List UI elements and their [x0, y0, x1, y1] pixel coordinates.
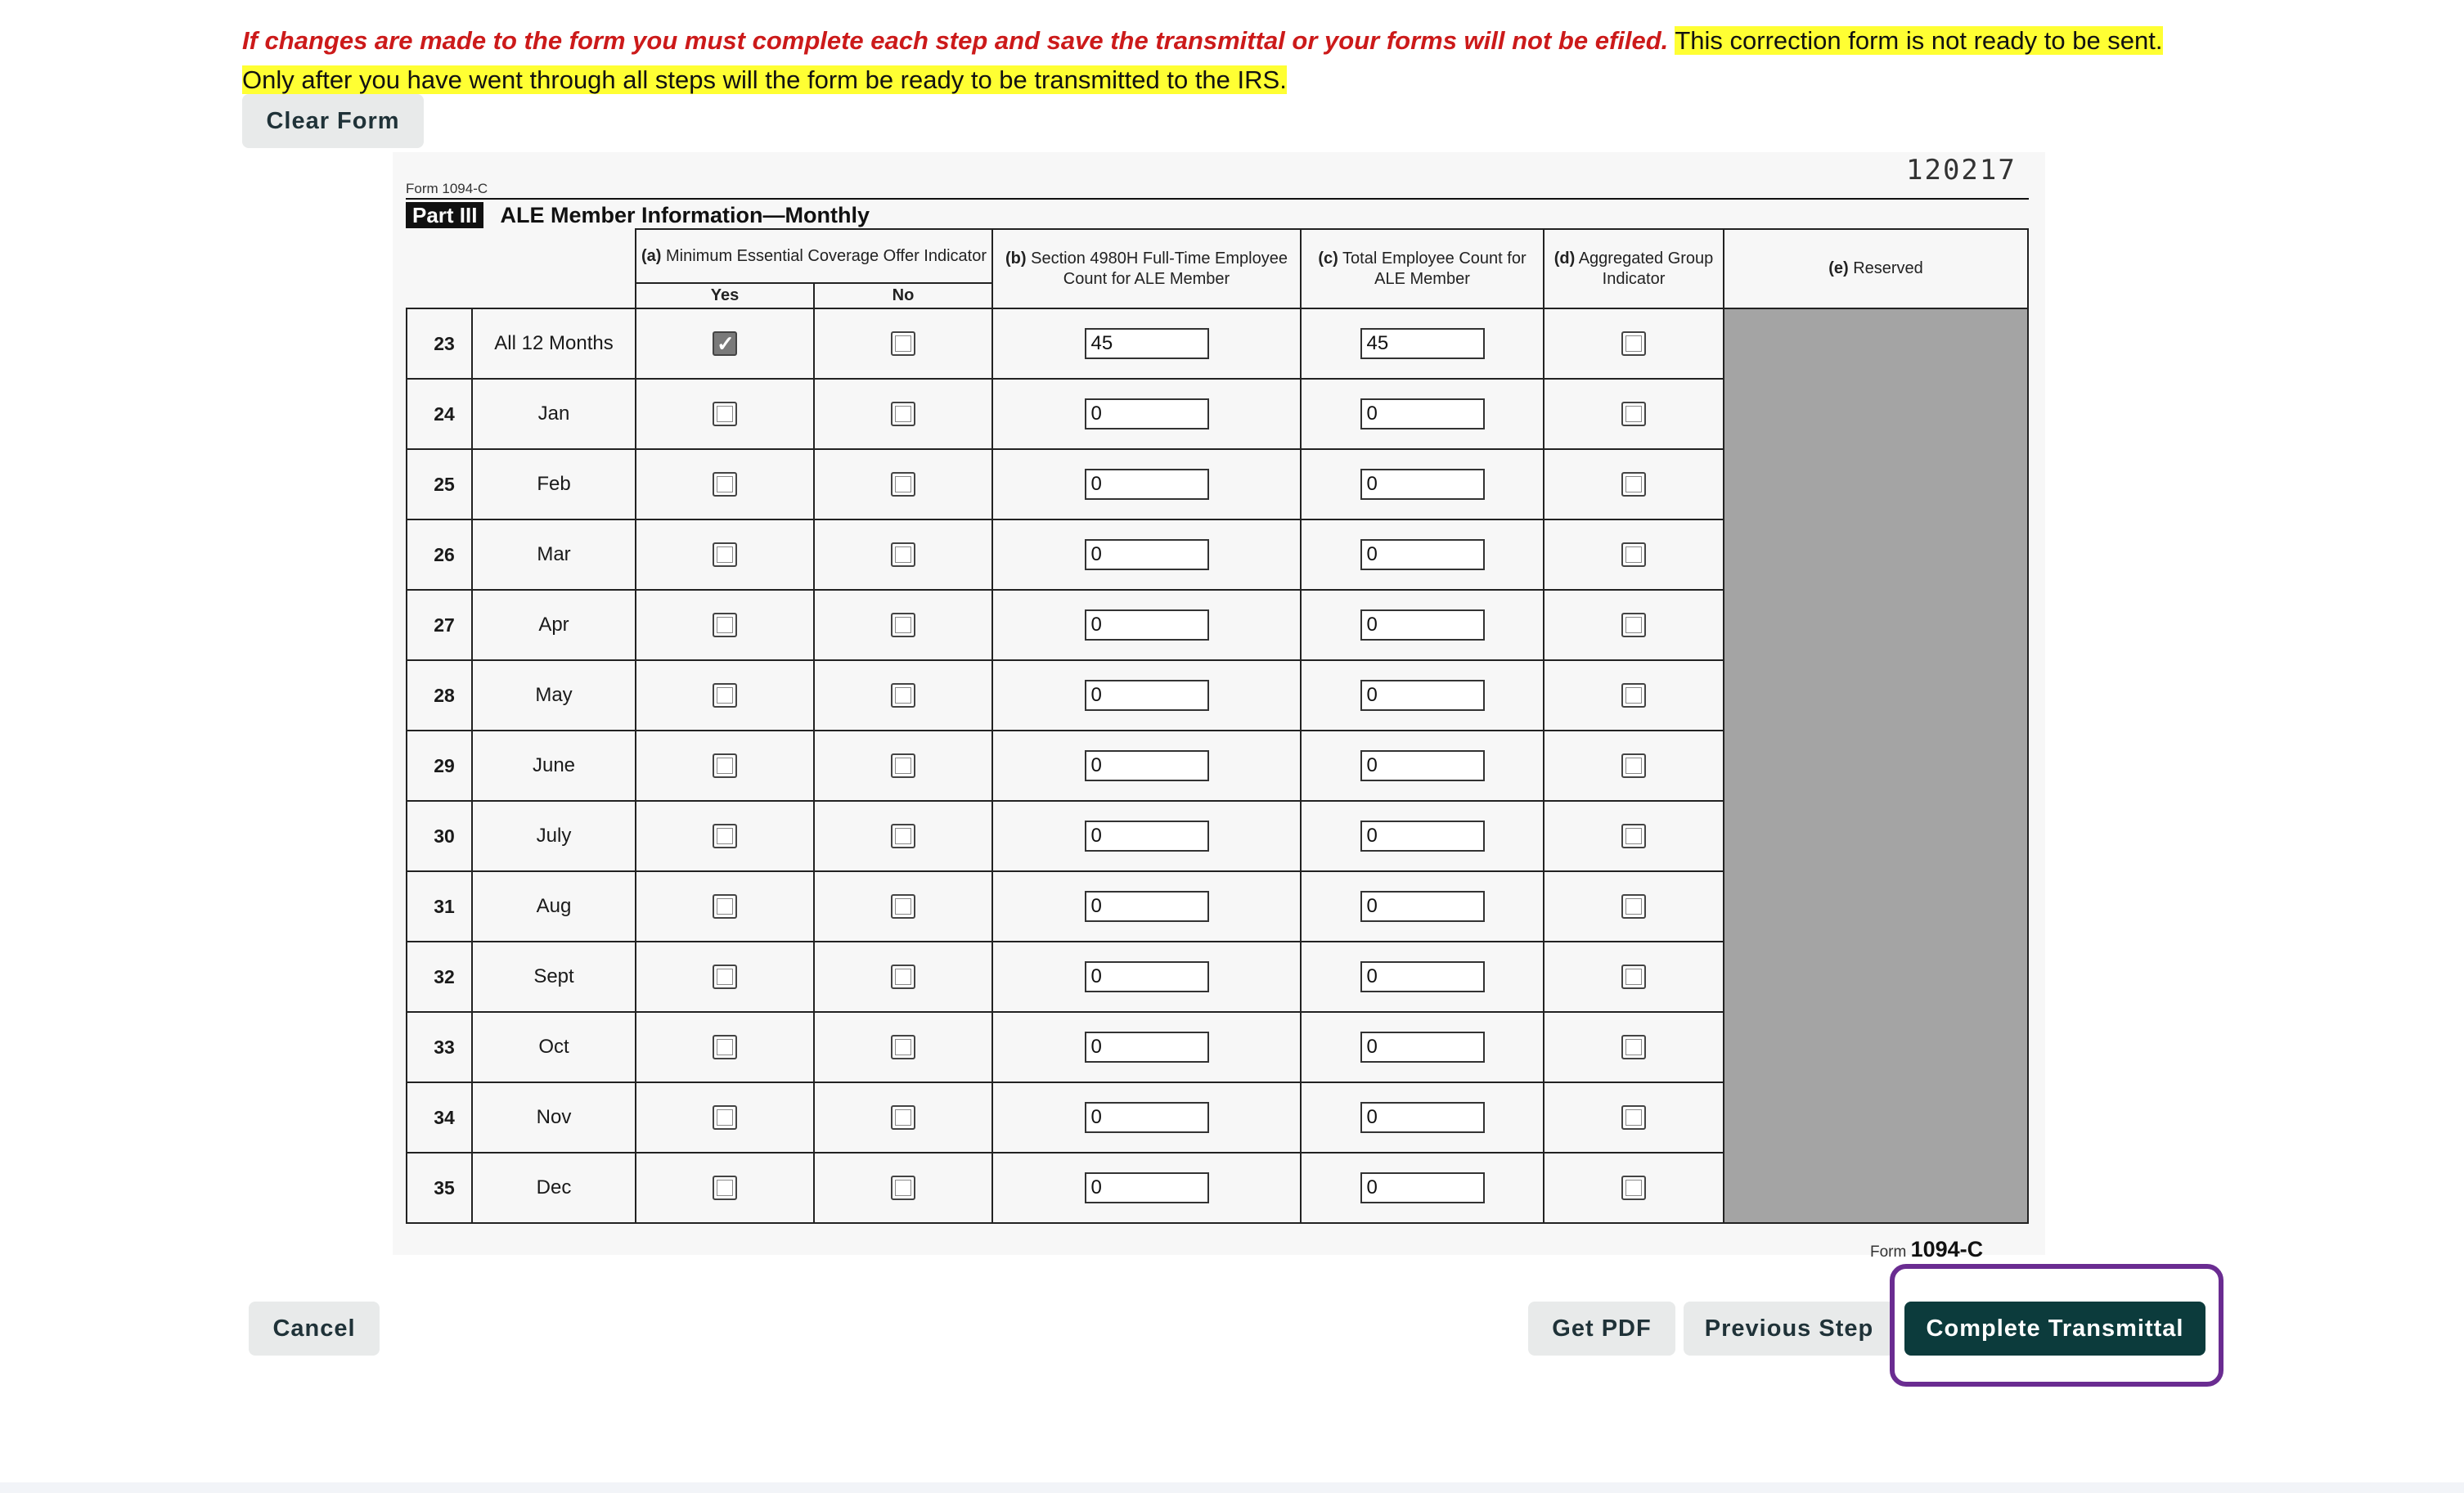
header-a-offer-indicator: (a) Minimum Essential Coverage Offer Indicator: [636, 229, 992, 283]
fulltime-count-cell: [992, 660, 1301, 731]
efile-warning-text: If changes are made to the form you must complete each step and save the transmittal or your forms will not be efiled.: [242, 26, 1669, 55]
offer-yes-checkbox[interactable]: [713, 965, 737, 989]
offer-no-checkbox[interactable]: [891, 894, 915, 919]
aggregated-group-cell: [1544, 942, 1724, 1012]
fulltime-count-input[interactable]: [1085, 398, 1209, 429]
offer-no-cell: [814, 379, 992, 449]
offer-no-cell: [814, 1012, 992, 1082]
offer-yes-checkbox[interactable]: [713, 1035, 737, 1059]
aggregated-group-checkbox[interactable]: [1621, 472, 1646, 497]
row-number: 32: [407, 942, 472, 1012]
aggregated-group-cell: [1544, 449, 1724, 519]
total-count-cell: [1301, 519, 1544, 590]
row-month-label: Apr: [472, 590, 636, 660]
offer-no-cell: [814, 519, 992, 590]
offer-no-checkbox[interactable]: [891, 542, 915, 567]
aggregated-group-checkbox[interactable]: [1621, 894, 1646, 919]
row-month-label: Oct: [472, 1012, 636, 1082]
header-d-aggregated-group: (d) Aggregated Group Indicator: [1544, 229, 1724, 308]
total-count-cell: [1301, 731, 1544, 801]
offer-yes-checkbox[interactable]: [713, 331, 737, 356]
total-count-input[interactable]: [1360, 821, 1485, 852]
offer-yes-cell: [636, 801, 814, 871]
aggregated-group-checkbox[interactable]: [1621, 331, 1646, 356]
total-count-cell: [1301, 590, 1544, 660]
total-count-input[interactable]: [1360, 469, 1485, 500]
fulltime-count-input[interactable]: [1085, 961, 1209, 992]
form-top-rule: [406, 198, 2029, 200]
header-e-reserved: (e) Reserved: [1724, 229, 2028, 308]
offer-yes-cell: [636, 871, 814, 942]
offer-no-cell: [814, 1153, 992, 1223]
offer-yes-checkbox[interactable]: [713, 542, 737, 567]
aggregated-group-cell: [1544, 801, 1724, 871]
offer-yes-cell: [636, 942, 814, 1012]
row-month-label: Aug: [472, 871, 636, 942]
fulltime-count-cell: [992, 308, 1301, 379]
row-number: 35: [407, 1153, 472, 1223]
offer-yes-checkbox[interactable]: [713, 1176, 737, 1200]
aggregated-group-checkbox[interactable]: [1621, 402, 1646, 426]
total-count-cell: [1301, 660, 1544, 731]
total-count-input[interactable]: [1360, 1172, 1485, 1203]
row-month-label: Nov: [472, 1082, 636, 1153]
total-count-cell: [1301, 871, 1544, 942]
aggregated-group-checkbox[interactable]: [1621, 542, 1646, 567]
form-label-bottom: Form 1094-C: [1870, 1237, 1984, 1261]
offer-yes-cell: [636, 1153, 814, 1223]
ale-monthly-table: [406, 228, 2029, 1224]
offer-no-cell: [814, 871, 992, 942]
fulltime-count-input[interactable]: [1085, 891, 1209, 922]
fulltime-count-cell: [992, 590, 1301, 660]
row-number: 34: [407, 1082, 472, 1153]
total-count-input[interactable]: [1360, 609, 1485, 641]
aggregated-group-cell: [1544, 519, 1724, 590]
total-count-cell: [1301, 379, 1544, 449]
header-yes: Yes: [636, 283, 814, 308]
total-count-cell: [1301, 942, 1544, 1012]
aggregated-group-checkbox[interactable]: [1621, 683, 1646, 708]
aggregated-group-cell: [1544, 871, 1724, 942]
aggregated-group-cell: [1544, 1082, 1724, 1153]
fulltime-count-cell: [992, 1012, 1301, 1082]
offer-no-cell: [814, 590, 992, 660]
row-month-label: All 12 Months: [472, 308, 636, 379]
total-count-input[interactable]: [1360, 961, 1485, 992]
table-row: [407, 308, 2028, 379]
cancel-button[interactable]: Cancel: [249, 1302, 380, 1356]
fulltime-count-cell: [992, 1153, 1301, 1223]
fulltime-count-cell: [992, 1082, 1301, 1153]
fulltime-count-input[interactable]: [1085, 1102, 1209, 1133]
offer-no-checkbox[interactable]: [891, 753, 915, 778]
offer-no-cell: [814, 308, 992, 379]
total-count-cell: [1301, 1153, 1544, 1223]
fulltime-count-input[interactable]: [1085, 821, 1209, 852]
offer-no-checkbox[interactable]: [891, 1176, 915, 1200]
offer-no-cell: [814, 1082, 992, 1153]
aggregated-group-checkbox[interactable]: [1621, 1176, 1646, 1200]
offer-yes-cell: [636, 590, 814, 660]
fulltime-count-input[interactable]: [1085, 680, 1209, 711]
header-b-fulltime-count: (b) Section 4980H Full-Time Employee Count for ALE Member: [992, 229, 1301, 308]
header-c-total-count: (c) Total Employee Count for ALE Member: [1301, 229, 1544, 308]
fulltime-count-input[interactable]: [1085, 328, 1209, 359]
total-count-input[interactable]: [1360, 680, 1485, 711]
row-number: 24: [407, 379, 472, 449]
offer-no-checkbox[interactable]: [891, 1105, 915, 1130]
fulltime-count-input[interactable]: [1085, 1032, 1209, 1063]
aggregated-group-cell: [1544, 308, 1724, 379]
get-pdf-button[interactable]: Get PDF: [1528, 1302, 1675, 1356]
row-label-header: [407, 229, 636, 308]
total-count-input[interactable]: [1360, 539, 1485, 570]
offer-yes-checkbox[interactable]: [713, 894, 737, 919]
offer-no-cell: [814, 731, 992, 801]
offer-no-cell: [814, 942, 992, 1012]
total-count-cell: [1301, 449, 1544, 519]
reserved-column: [1724, 308, 2028, 1223]
total-count-input[interactable]: [1360, 1102, 1485, 1133]
fulltime-count-cell: [992, 379, 1301, 449]
header-no: No: [814, 283, 992, 308]
offer-yes-cell: [636, 379, 814, 449]
part-badge: Part III: [406, 202, 483, 228]
aggregated-group-cell: [1544, 1153, 1724, 1223]
offer-yes-cell: [636, 1012, 814, 1082]
offer-no-checkbox[interactable]: [891, 824, 915, 848]
total-count-cell: [1301, 1082, 1544, 1153]
total-count-input[interactable]: [1360, 328, 1485, 359]
fulltime-count-cell: [992, 871, 1301, 942]
row-month-label: Dec: [472, 1153, 636, 1223]
previous-step-button[interactable]: Previous Step: [1684, 1302, 1895, 1356]
total-count-cell: [1301, 801, 1544, 871]
fulltime-count-input[interactable]: [1085, 469, 1209, 500]
aggregated-group-checkbox[interactable]: [1621, 824, 1646, 848]
offer-yes-checkbox[interactable]: [713, 683, 737, 708]
row-month-label: May: [472, 660, 636, 731]
row-month-label: Mar: [472, 519, 636, 590]
offer-no-checkbox[interactable]: [891, 472, 915, 497]
form-label-top: Form 1094-C: [406, 181, 488, 196]
offer-yes-checkbox[interactable]: [713, 402, 737, 426]
offer-no-checkbox[interactable]: [891, 402, 915, 426]
row-number: 31: [407, 871, 472, 942]
fulltime-count-cell: [992, 519, 1301, 590]
row-month-label: June: [472, 731, 636, 801]
offer-no-checkbox[interactable]: [891, 683, 915, 708]
complete-transmittal-button[interactable]: Complete Transmittal: [1904, 1302, 2205, 1356]
row-number: 30: [407, 801, 472, 871]
offer-yes-checkbox[interactable]: [713, 824, 737, 848]
offer-yes-checkbox[interactable]: [713, 1105, 737, 1130]
row-number: 25: [407, 449, 472, 519]
fulltime-count-cell: [992, 801, 1301, 871]
total-count-input[interactable]: [1360, 891, 1485, 922]
offer-no-checkbox[interactable]: [891, 965, 915, 989]
row-month-label: Sept: [472, 942, 636, 1012]
offer-yes-checkbox[interactable]: [713, 472, 737, 497]
aggregated-group-checkbox[interactable]: [1621, 753, 1646, 778]
fulltime-count-cell: [992, 942, 1301, 1012]
aggregated-group-cell: [1544, 1012, 1724, 1082]
offer-yes-cell: [636, 308, 814, 379]
offer-yes-cell: [636, 449, 814, 519]
clear-form-button[interactable]: Clear Form: [242, 94, 424, 148]
offer-yes-cell: [636, 660, 814, 731]
total-count-input[interactable]: [1360, 1032, 1485, 1063]
not-ready-highlight: This correction form is not ready to be sent.: [1675, 26, 2163, 55]
offer-no-cell: [814, 801, 992, 871]
row-month-label: Feb: [472, 449, 636, 519]
fulltime-count-input[interactable]: [1085, 539, 1209, 570]
fulltime-count-input[interactable]: [1085, 750, 1209, 781]
offer-yes-checkbox[interactable]: [713, 753, 737, 778]
part-header: [406, 201, 2029, 229]
total-count-input[interactable]: [1360, 398, 1485, 429]
fulltime-count-input[interactable]: [1085, 609, 1209, 641]
row-number: 29: [407, 731, 472, 801]
aggregated-group-cell: [1544, 379, 1724, 449]
efile-notice: [242, 21, 2255, 100]
fulltime-count-input[interactable]: [1085, 1172, 1209, 1203]
row-month-label: July: [472, 801, 636, 871]
offer-no-cell: [814, 660, 992, 731]
offer-no-checkbox[interactable]: [891, 331, 915, 356]
fulltime-count-cell: [992, 449, 1301, 519]
row-number: 26: [407, 519, 472, 590]
offer-yes-checkbox[interactable]: [713, 613, 737, 637]
aggregated-group-cell: [1544, 660, 1724, 731]
row-number: 23: [407, 308, 472, 379]
offer-no-checkbox[interactable]: [891, 613, 915, 637]
offer-yes-cell: [636, 519, 814, 590]
row-month-label: Jan: [472, 379, 636, 449]
aggregated-group-cell: [1544, 731, 1724, 801]
total-count-input[interactable]: [1360, 750, 1485, 781]
page-bottom-strip: [0, 1482, 2464, 1493]
offer-yes-cell: [636, 731, 814, 801]
aggregated-group-checkbox[interactable]: [1621, 1105, 1646, 1130]
offer-no-checkbox[interactable]: [891, 1035, 915, 1059]
total-count-cell: [1301, 308, 1544, 379]
aggregated-group-cell: [1544, 590, 1724, 660]
row-number: 27: [407, 590, 472, 660]
form-number: 120217: [1906, 154, 2017, 187]
aggregated-group-checkbox[interactable]: [1621, 1035, 1646, 1059]
aggregated-group-checkbox[interactable]: [1621, 613, 1646, 637]
fulltime-count-cell: [992, 731, 1301, 801]
offer-no-cell: [814, 449, 992, 519]
row-number: 33: [407, 1012, 472, 1082]
row-number: 28: [407, 660, 472, 731]
offer-yes-cell: [636, 1082, 814, 1153]
part-title: ALE Member Information—Monthly: [500, 202, 870, 227]
aggregated-group-checkbox[interactable]: [1621, 965, 1646, 989]
total-count-cell: [1301, 1012, 1544, 1082]
transmit-instruction-highlight: Only after you have went through all steps will the form be ready to be transmitted to the IRS.: [242, 65, 1287, 94]
